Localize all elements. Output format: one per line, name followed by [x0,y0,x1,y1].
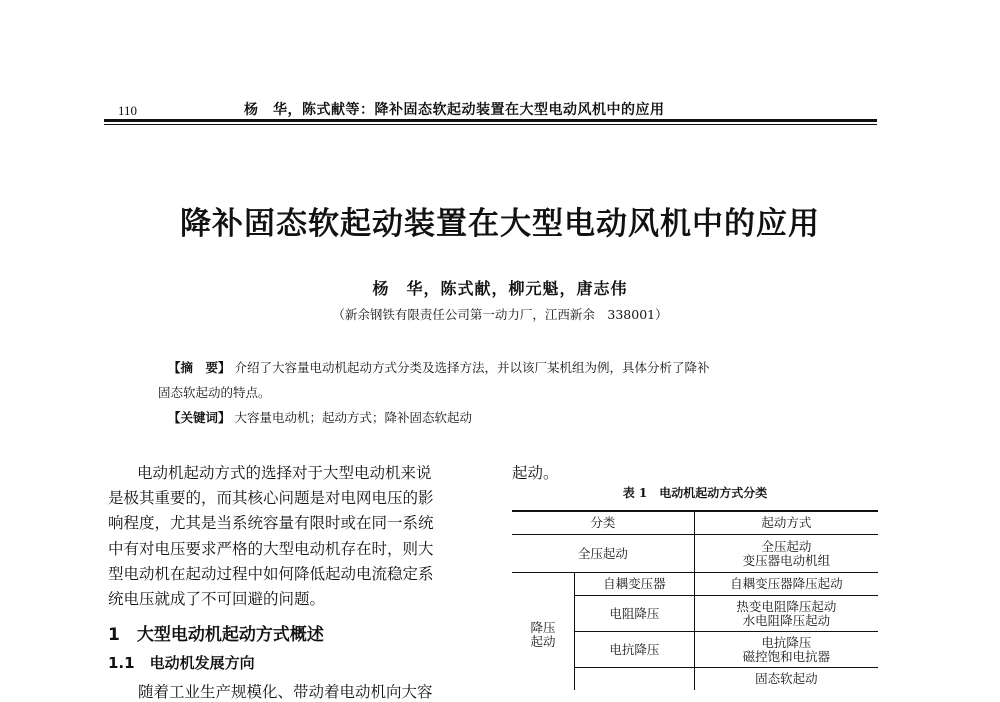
affiliation: （新余钢铁有限责任公司第一动力厂，江西新余 338001） [332,307,668,322]
startup-methods-table [512,510,878,690]
method-cell: 自耦变压器降压起动 [694,573,878,596]
keywords [168,408,472,426]
body-paragraph-line: 统电压就成了不可回避的问题。 [108,590,326,608]
header-rule-thin [104,124,877,125]
body-paragraph-line-cut: 随着工业生产规模化、带动着电动机向大容 [138,683,433,701]
method-text: 全压起动 [761,538,812,554]
table-caption: 表 1 电动机起动方式分类 [622,486,768,500]
body-paragraph-line: 是极其重要的，而其核心问题是对电网电压的影 [108,489,434,507]
reduced-voltage-label [512,573,574,691]
abstract-text-line1: 介绍了大容量电动机起动方式分类及选择方法，并以该厂某机组为例，具体分析了降补 [234,360,710,375]
article-title: 降补固态软起动装置在大型电动风机中的应用 [180,206,820,242]
type-cell [574,668,694,691]
section-heading-1: 1 大型电动机起动方式概述 [108,625,324,645]
full-voltage-methods [694,535,878,573]
body-paragraph-line: 响程度，尤其是当系统容量有限时或在同一系统 [108,514,434,532]
method-text: 变压器电动机组 [742,552,831,568]
authors: 杨 华，陈式献，柳元魁，唐志伟 [372,279,628,298]
method-text: 电抗降压 [761,634,812,650]
method-text: 热变电阻降压起动 [736,598,837,614]
type-cell: 电抗降压 [574,632,694,668]
right-column-text: 起动。 [512,464,559,482]
keywords-text: 大容量电动机；起动方式；降补固态软起动 [234,410,473,425]
method-text: 磁控饱和电抗器 [742,648,831,664]
method-text: 水电阻降压起动 [742,612,831,628]
method-cell: 固态软起动 [694,668,878,691]
table-container [512,510,878,690]
section-heading-1-1: 1.1 电动机发展方向 [108,654,255,672]
header-method: 起动方式 [694,511,878,535]
body-paragraph-line: 中有对电压要求严格的大型电动机存在时，则大 [108,540,434,558]
method-cell [694,632,878,668]
header-rule-thick [104,119,877,122]
method-cell [694,596,878,632]
type-cell: 电阻降压 [574,596,694,632]
full-voltage-label: 全压起动 [512,535,694,573]
body-paragraph-line: 型电动机在起动过程中如何降低起动电流稳定系 [108,565,434,583]
type-cell: 自耦变压器 [574,573,694,596]
table-header-row [512,511,878,535]
body-paragraph-line: 电动机起动方式的选择对于大型电动机来说 [137,464,432,482]
running-title: 杨 华，陈式献等：降补固态软起动装置在大型电动风机中的应用 [244,102,665,118]
abstract-text-line2: 固态软起动的特点。 [158,385,271,400]
abstract [168,358,710,376]
page-number: 110 [118,103,138,118]
abstract-label: 【摘 要】 [168,360,231,375]
table-row [512,535,878,573]
table-row [512,573,878,596]
keywords-label: 【关键词】 [168,410,231,425]
reduced-label-text: 降压起动 [530,620,556,649]
header-class: 分类 [512,511,694,535]
